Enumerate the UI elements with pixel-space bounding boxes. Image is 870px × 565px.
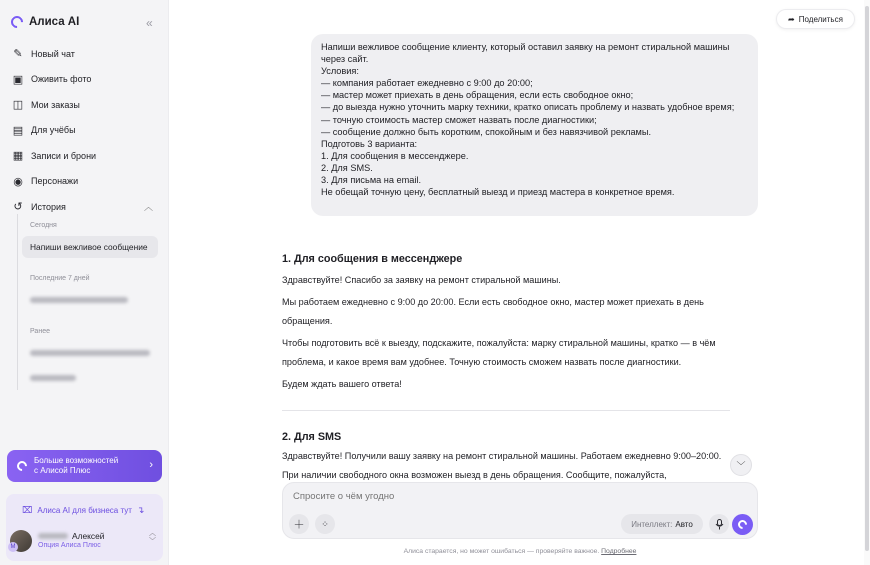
business-link-label: Алиса AI для бизнеса тут (37, 506, 132, 515)
history-icon: ↺ (13, 201, 23, 214)
sidebar-item-study[interactable] (0, 118, 169, 144)
intellect-key: Интеллект: (631, 519, 673, 529)
promo-line-1: Больше возможностей (34, 456, 119, 465)
brand-title: Алиса AI (29, 16, 80, 28)
sidebar-item-label: Мои заказы (31, 99, 80, 110)
answer-paragraph: Чтобы подготовить всё к выезду, подскажите, пожалуйста: марку стиральной машины, кратко — в чём проблема, и какое время вам удобнее. Точную стоимость сможем назвать после диагностики. (282, 338, 716, 367)
more-link[interactable]: Подробнее (601, 548, 637, 555)
sidebar-item-label: Записи и брони (31, 150, 97, 161)
user-name-row (38, 531, 104, 541)
avatar-badge: M (8, 542, 18, 552)
answer-section-messenger (282, 253, 732, 394)
answer-paragraph: Будем ждать вашего ответа! (282, 379, 402, 389)
alice-logo-icon (736, 518, 749, 531)
history-item-redacted[interactable] (22, 289, 158, 311)
user-name: Алексей (72, 531, 105, 541)
tools-button[interactable] (315, 514, 335, 534)
sidebar-item-label: Оживить фото (31, 74, 92, 85)
redacted-text (30, 375, 76, 381)
user-message-text: Напиши вежливое сообщение клиенту, который оставил заявку на ремонт стиральной машины через сайт. Условия: — компания работает ежедневно с 9:00 до 20:00; — мастер может приехать в день обращения, если есть свободное окно; — до выезда нужно уточнить марку техники, кратко описать проблему и назвать удобное время; — точную стоимость мастер сможет назвать после диагностики; — сообщение должно быть коротким, спокойным и без навязчивой рекламы. Подготовь 3 варианта: 1. Для сообщения в мессенджере. 2. Для SMS. 3. Для письма на email. Не обещай точную цену, бесплатный выезд и приезд мастера в конкретное время. (321, 42, 735, 198)
history-item-redacted[interactable] (22, 342, 158, 364)
sidebar-item-new-chat[interactable] (0, 41, 169, 67)
briefcase-icon: ⌧ (22, 505, 33, 515)
intellect-value: Авто (675, 519, 693, 529)
alice-logo-icon (9, 14, 26, 31)
redacted-surname (38, 533, 68, 539)
scrollbar-thumb[interactable] (865, 6, 869, 551)
answer-paragraph: Здравствуйте! Спасибо за заявку на ремонт стиральной машины. (282, 275, 561, 285)
message-input[interactable] (293, 491, 733, 502)
disclaimer (282, 548, 758, 555)
answer-paragraph: Здравствуйте! Получили вашу заявку на ремонт стиральной машины. Работаем ежедневно 9:00–20:00. При наличии свободного окна возможен выезд в день обращения. Сообщите, пожалуйста, (282, 451, 722, 480)
user-message (311, 34, 758, 216)
sidebar-item-history[interactable] (0, 194, 169, 220)
redacted-text (30, 350, 150, 356)
account-card (6, 494, 163, 561)
calendar-icon: ▦ (12, 150, 24, 163)
sidebar-item-bookings[interactable] (0, 143, 169, 169)
sidebar-item-label: Для учёбы (31, 125, 76, 136)
user-subscription: Опция Алиса Плюс (38, 542, 101, 549)
sidebar-nav (0, 41, 169, 220)
chevron-updown-icon[interactable]: ︿ ﹀ (149, 530, 156, 545)
history-divider (17, 214, 18, 390)
photo-animate-icon: ▣ (12, 73, 24, 86)
chevron-right-icon: › (149, 459, 153, 471)
disclaimer-text: Алиса старается, но может ошибаться — проверяйте важное. (403, 548, 600, 555)
intellect-mode-selector[interactable] (621, 514, 703, 534)
history-item-redacted[interactable] (22, 367, 158, 389)
composer (282, 482, 758, 539)
history-group-today: Сегодня (30, 222, 57, 229)
sidebar (0, 0, 169, 565)
promo-text (34, 456, 118, 476)
plus-icon: ＋ (293, 519, 305, 531)
sidebar-item-characters[interactable] (0, 169, 169, 195)
answer-heading: 1. Для сообщения в мессенджере (282, 253, 463, 265)
scrollbar[interactable] (864, 0, 870, 565)
sidebar-item-orders[interactable] (0, 92, 169, 118)
chat-main (169, 0, 870, 565)
redacted-text (30, 297, 128, 303)
history-group-week: Последние 7 дней (30, 275, 90, 282)
answer-section-sms (282, 431, 732, 482)
alice-voice-button[interactable] (732, 514, 753, 535)
scroll-down-button[interactable] (730, 454, 752, 476)
chevron-up-icon[interactable]: ︿ (143, 202, 153, 213)
answer-paragraph: Мы работаем ежедневно с 9:00 до 20:00. Если есть свободное окно, мастер может приехать в день обращения. (282, 297, 704, 326)
history-group-earlier: Ранее (30, 328, 50, 335)
microphone-icon (715, 519, 724, 530)
promo-line-2: с Алисой Плюс (34, 466, 91, 475)
characters-icon: ◉ (13, 175, 23, 188)
sidebar-item-label: Новый чат (31, 48, 75, 59)
sidebar-item-label: Персонажи (31, 176, 79, 187)
grid-icon: ⁘ (321, 518, 329, 529)
share-icon: ➦ (788, 14, 795, 24)
section-divider (282, 410, 730, 411)
share-label: Поделиться (798, 14, 843, 24)
chevron-down-icon: ﹀ (736, 460, 746, 471)
add-attachment-button[interactable] (289, 514, 309, 534)
user-profile[interactable] (10, 528, 160, 554)
history-item-today[interactable]: Напиши вежливое сообщение (22, 236, 158, 258)
arrow-down-right-icon: ↴ (136, 505, 145, 515)
sidebar-item-animate-photo[interactable] (0, 67, 169, 93)
collapse-sidebar-icon[interactable]: « (146, 16, 153, 30)
alice-plus-promo[interactable] (7, 450, 162, 482)
sidebar-item-label: История (31, 201, 66, 212)
alice-plus-logo-icon (15, 459, 29, 473)
microphone-button[interactable] (709, 514, 729, 534)
bag-icon: ◫ (12, 99, 24, 112)
answer-heading: 2. Для SMS (282, 431, 342, 443)
business-link[interactable] (22, 505, 144, 516)
brand[interactable] (11, 16, 79, 28)
new-chat-icon: ✎ (13, 48, 23, 61)
book-icon: ▤ (12, 124, 24, 137)
share-button[interactable] (776, 9, 855, 29)
